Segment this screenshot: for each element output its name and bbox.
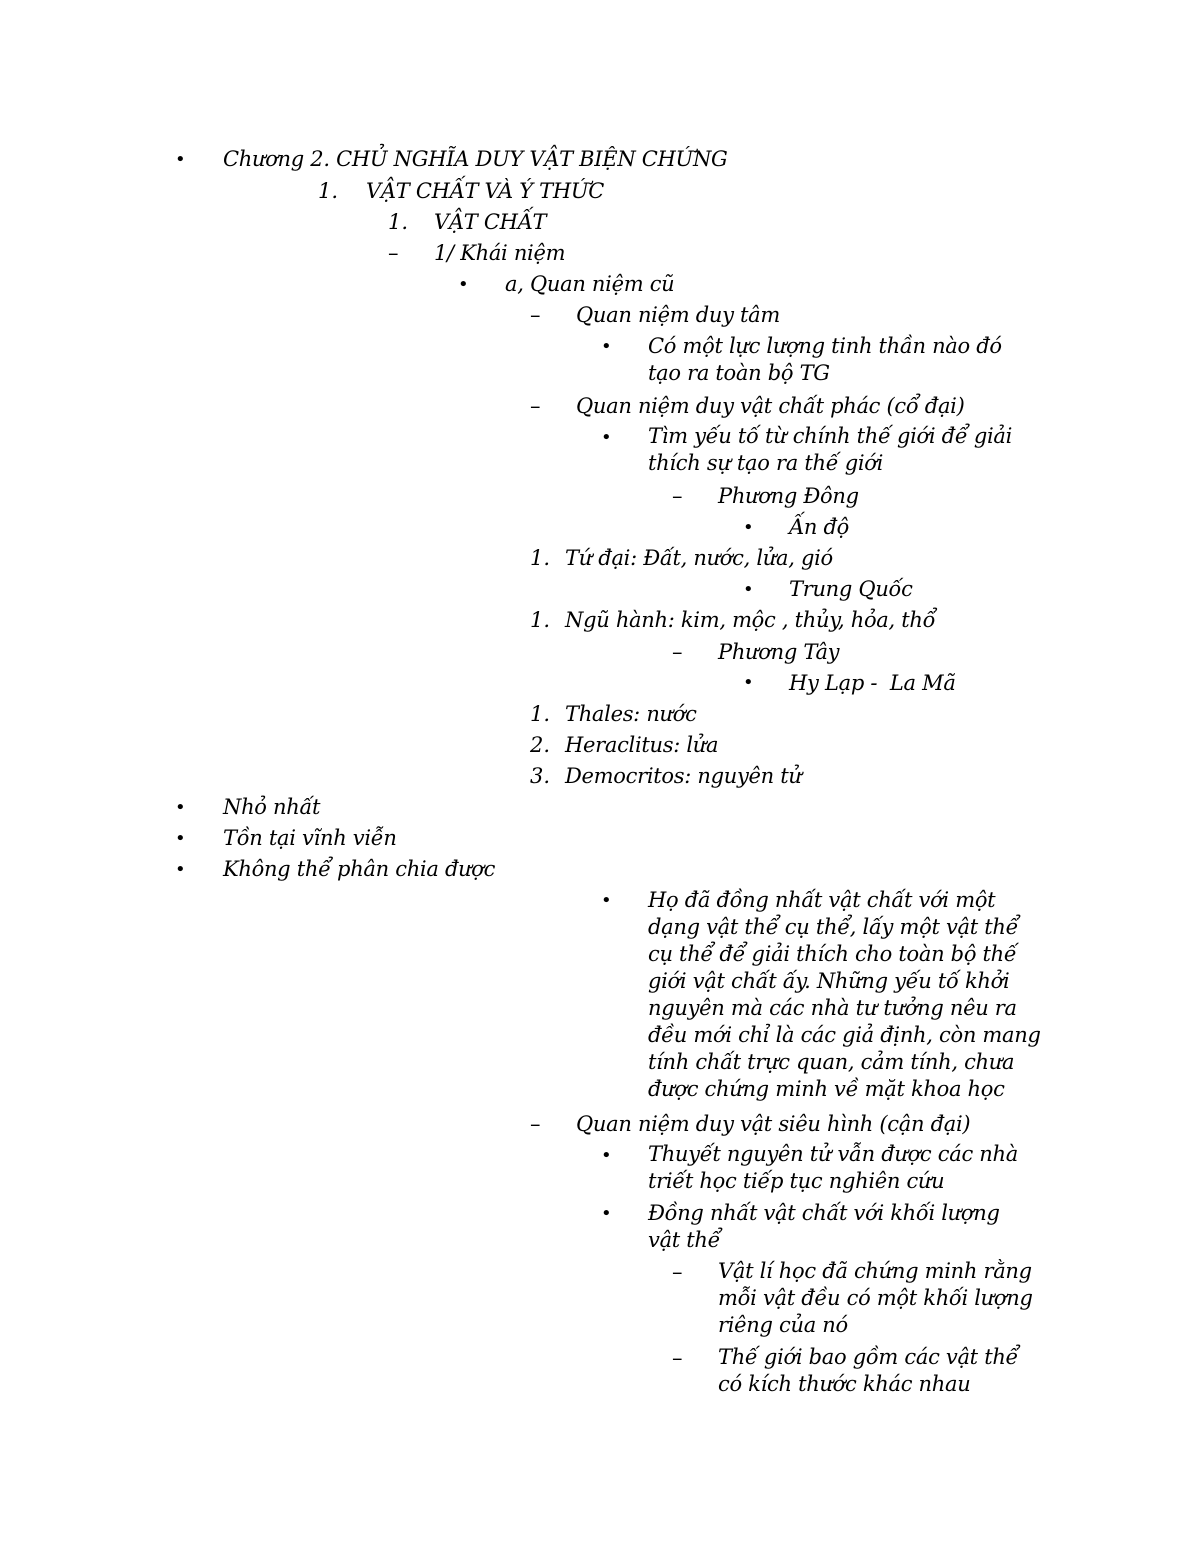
list-number: 2. [530, 733, 551, 757]
subsection-title: VẬT CHẤT [434, 210, 547, 234]
list-bullet: • [458, 274, 469, 295]
list-bullet: • [743, 517, 754, 538]
list-number: 1. [530, 608, 551, 632]
thales-item: Thales: nước [565, 702, 697, 726]
metaphysical-heading: Quan niệm duy vật siêu hình (cận đại) [576, 1112, 971, 1136]
mass-identity-description: Đồng nhất vật chất với khối lượng vật thể [648, 1201, 1000, 1252]
list-number: 3. [530, 764, 551, 788]
list-number: 1. [530, 702, 551, 726]
naive-materialism-heading: Quan niệm duy vật chất phác (cổ đại) [576, 394, 965, 418]
list-bullet: • [601, 1203, 612, 1224]
list-dash: – [672, 1260, 683, 1284]
list-number: 1. [530, 546, 551, 570]
critique-paragraph: Họ đã đồng nhất vật chất với một dạng vật thể cụ thể, lấy một vật thể cụ thể để giải thích cho toàn bộ thế giới vật chất ấy. Những yếu tố khởi nguyên mà các nhà tư tưởng nêu ra đều mới chỉ là các giả định, còn mang tính chất trực quan, cảm tính, chưa được chứng minh về mặt khoa học [648, 888, 1041, 1101]
west-heading: Phương Tây [718, 640, 840, 664]
china-item: Trung Quốc [789, 577, 913, 601]
india-item: Ấn độ [789, 515, 849, 539]
list-bullet: • [601, 890, 612, 911]
eternal-item: Tồn tại vĩnh viễn [223, 826, 397, 850]
smallest-item: Nhỏ nhất [223, 795, 321, 819]
idealist-heading: Quan niệm duy tâm [576, 303, 780, 327]
list-bullet: • [601, 1145, 612, 1166]
list-bullet: • [601, 336, 612, 357]
physics-proof-description: Vật lí học đã chứng minh rằng mỗi vật đều có một khối lượng riêng của nó [718, 1259, 1033, 1337]
democritos-item: Democritos: nguyên tử [565, 764, 802, 788]
list-bullet: • [175, 828, 186, 849]
greece-rome-item: Hy Lạp - La Mã [789, 671, 956, 695]
list-bullet: • [743, 672, 754, 693]
list-bullet: • [175, 859, 186, 880]
list-dash: – [530, 394, 541, 418]
list-dash: – [672, 484, 683, 508]
five-elements-item: Ngũ hành: kim, mộc , thủy, hỏa, thổ [565, 608, 936, 632]
list-bullet: • [601, 427, 612, 448]
list-dash: – [530, 303, 541, 327]
old-views-heading: a, Quan niệm cũ [505, 272, 675, 296]
list-number: 1. [318, 179, 339, 203]
atomism-description: Thuyết nguyên tử vẫn được các nhà triết học tiếp tục nghiên cứu [648, 1142, 1018, 1193]
indivisible-item: Không thể phân chia được [223, 857, 496, 881]
world-sizes-description: Thế giới bao gồm các vật thể có kích thước khác nhau [718, 1345, 1019, 1396]
idealist-description: Có một lực lượng tinh thần nào đó tạo ra toàn bộ TG [648, 334, 1002, 385]
heraclitus-item: Heraclitus: lửa [565, 733, 719, 757]
list-dash: – [672, 640, 683, 664]
list-bullet: • [175, 149, 186, 170]
chapter-title: Chương 2. CHỦ NGHĨA DUY VẬT BIỆN CHỨNG [223, 147, 728, 171]
list-bullet: • [175, 797, 186, 818]
list-number: 1. [388, 210, 409, 234]
naive-materialism-description: Tìm yếu tố từ chính thế giới để giải thích sự tạo ra thế giới [648, 424, 1013, 475]
list-dash: – [530, 1112, 541, 1136]
section-title: VẬT CHẤT VÀ Ý THỨC [366, 179, 605, 203]
list-dash: – [672, 1346, 683, 1370]
concept-heading: 1/ Khái niệm [434, 241, 566, 265]
four-elements-item: Tứ đại: Đất, nước, lửa, gió [565, 546, 833, 570]
list-bullet: • [743, 579, 754, 600]
east-heading: Phương Đông [718, 484, 859, 508]
list-dash: – [388, 241, 399, 265]
